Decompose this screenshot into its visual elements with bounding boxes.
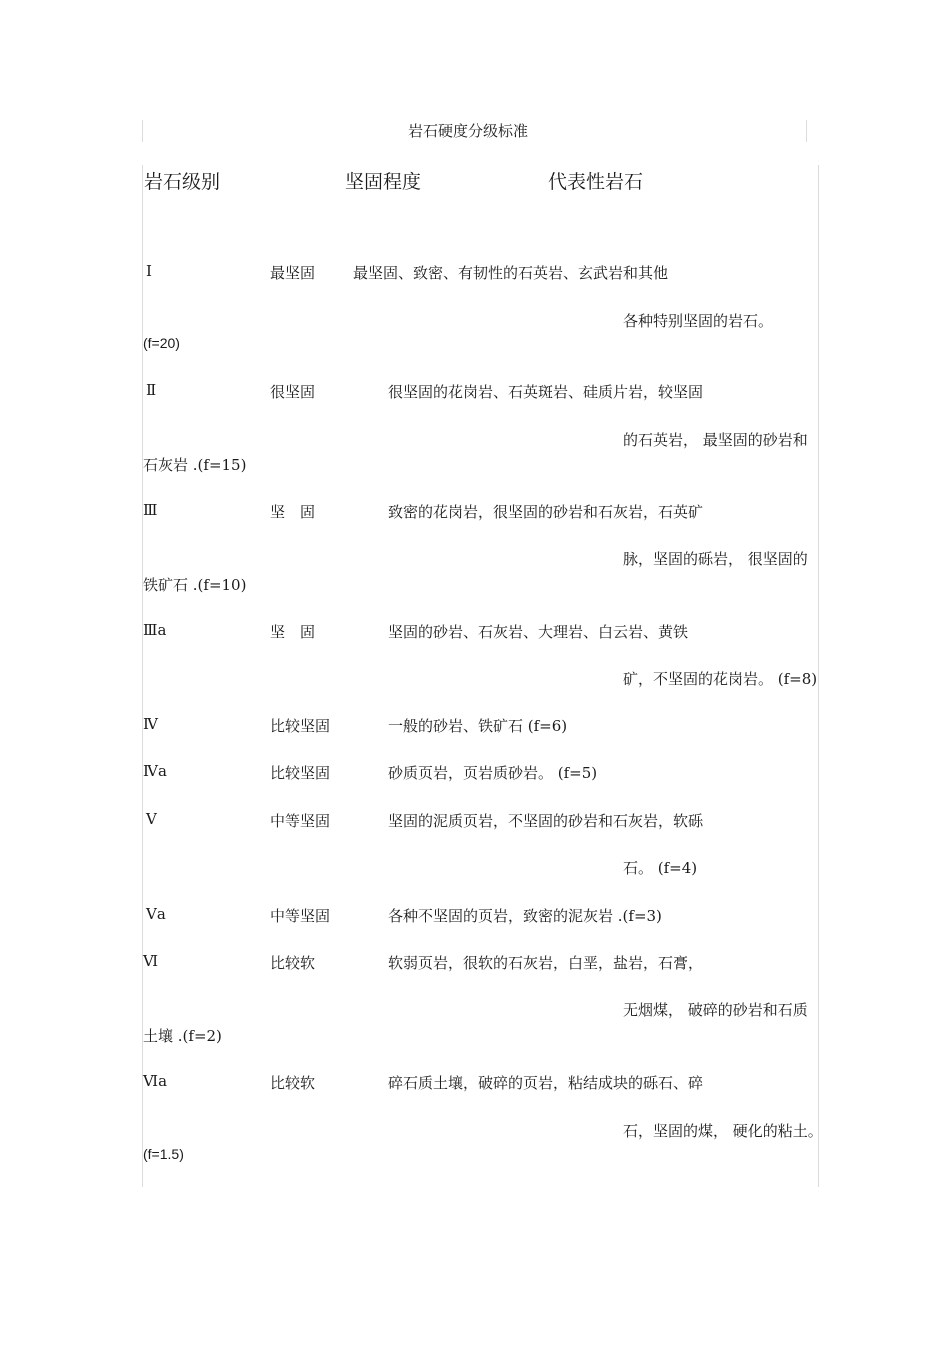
row-firmness: 比较坚固	[270, 717, 331, 735]
row-rocks-line3: 土壤 .(f=2)	[143, 1027, 222, 1045]
row-rocks-line1: 碎石质土壤，破碎的页岩，粘结成块的砾石、碎	[388, 1074, 704, 1092]
row-rocks-line1: 很坚固的花岗岩、石英斑岩、硅质片岩，较坚固	[388, 383, 704, 401]
row-firmness: 最坚固	[270, 264, 316, 282]
header-level: 岩石级别	[144, 171, 221, 193]
row-level: Ⅲa	[143, 621, 167, 639]
row-level: Ⅱ	[146, 381, 157, 399]
row-rocks-line3: 石灰岩 .(f=15)	[143, 456, 247, 474]
row-level: Ⅵ	[143, 952, 159, 970]
row-firmness: 比较软	[270, 954, 316, 972]
row-firmness: 坚 固	[270, 623, 316, 641]
row-rocks-line3: (f=1.5)	[143, 1146, 184, 1162]
row-rocks-line1: 软弱页岩，很软的石灰岩，白垩，盐岩，石膏，	[388, 954, 704, 972]
row-rocks-line2: 脉，坚固的砾岩， 很坚固的	[623, 550, 808, 568]
row-rocks-line1: 砂质页岩，页岩质砂岩。 (f=5)	[388, 764, 598, 782]
row-rocks-line1: 各种不坚固的页岩，致密的泥灰岩 .(f=3)	[388, 907, 662, 925]
right-frame-line	[818, 165, 819, 1187]
header-rocks: 代表性岩石	[548, 171, 644, 193]
row-level: Ⅳ	[143, 715, 158, 733]
row-rocks-line2: 无烟煤， 破碎的砂岩和石质	[623, 1001, 808, 1019]
header-firmness: 坚固程度	[345, 171, 422, 193]
row-rocks-line1: 坚固的泥质页岩，不坚固的砂岩和石灰岩，软砾	[388, 812, 704, 830]
row-rocks-line2: 石。 (f=4)	[623, 859, 698, 877]
row-firmness: 中等坚固	[270, 812, 331, 830]
row-rocks-line2: 的石英岩， 最坚固的砂岩和	[623, 431, 808, 449]
row-rocks-line1: 坚固的砂岩、石灰岩、大理岩、白云岩、黄铁	[388, 623, 689, 641]
row-rocks-line3: (f=20)	[143, 335, 180, 351]
row-rocks-line1: 一般的砂岩、铁矿石 (f=6)	[388, 717, 568, 735]
row-rocks-line3: 铁矿石 .(f=10)	[143, 576, 247, 594]
row-rocks-line2: 石，坚固的煤， 硬化的粘土。	[623, 1122, 823, 1140]
page-title: 岩石硬度分级标准	[408, 122, 529, 140]
row-level: Ⅵa	[143, 1072, 168, 1090]
row-level: Ⅳa	[143, 762, 167, 780]
row-level: Ⅲ	[143, 501, 158, 519]
row-level: Ⅰ	[146, 262, 152, 280]
left-frame-line-top	[142, 120, 143, 142]
row-firmness: 比较软	[270, 1074, 316, 1092]
row-firmness: 很坚固	[270, 383, 316, 401]
row-level: Ⅴ	[146, 810, 157, 828]
row-level: Ⅴa	[146, 905, 166, 923]
row-rocks-line1: 最坚固、致密、有韧性的石英岩、玄武岩和其他	[353, 264, 669, 282]
row-rocks-line1: 致密的花岗岩，很坚固的砂岩和石灰岩，石英矿	[388, 503, 704, 521]
row-firmness: 坚 固	[270, 503, 316, 521]
right-frame-line-top	[806, 120, 807, 142]
row-firmness: 比较坚固	[270, 764, 331, 782]
row-firmness: 中等坚固	[270, 907, 331, 925]
row-rocks-line2: 各种特别坚固的岩石。	[623, 312, 774, 330]
row-rocks-line2: 矿，不坚固的花岗岩。 (f=8)	[623, 670, 818, 688]
